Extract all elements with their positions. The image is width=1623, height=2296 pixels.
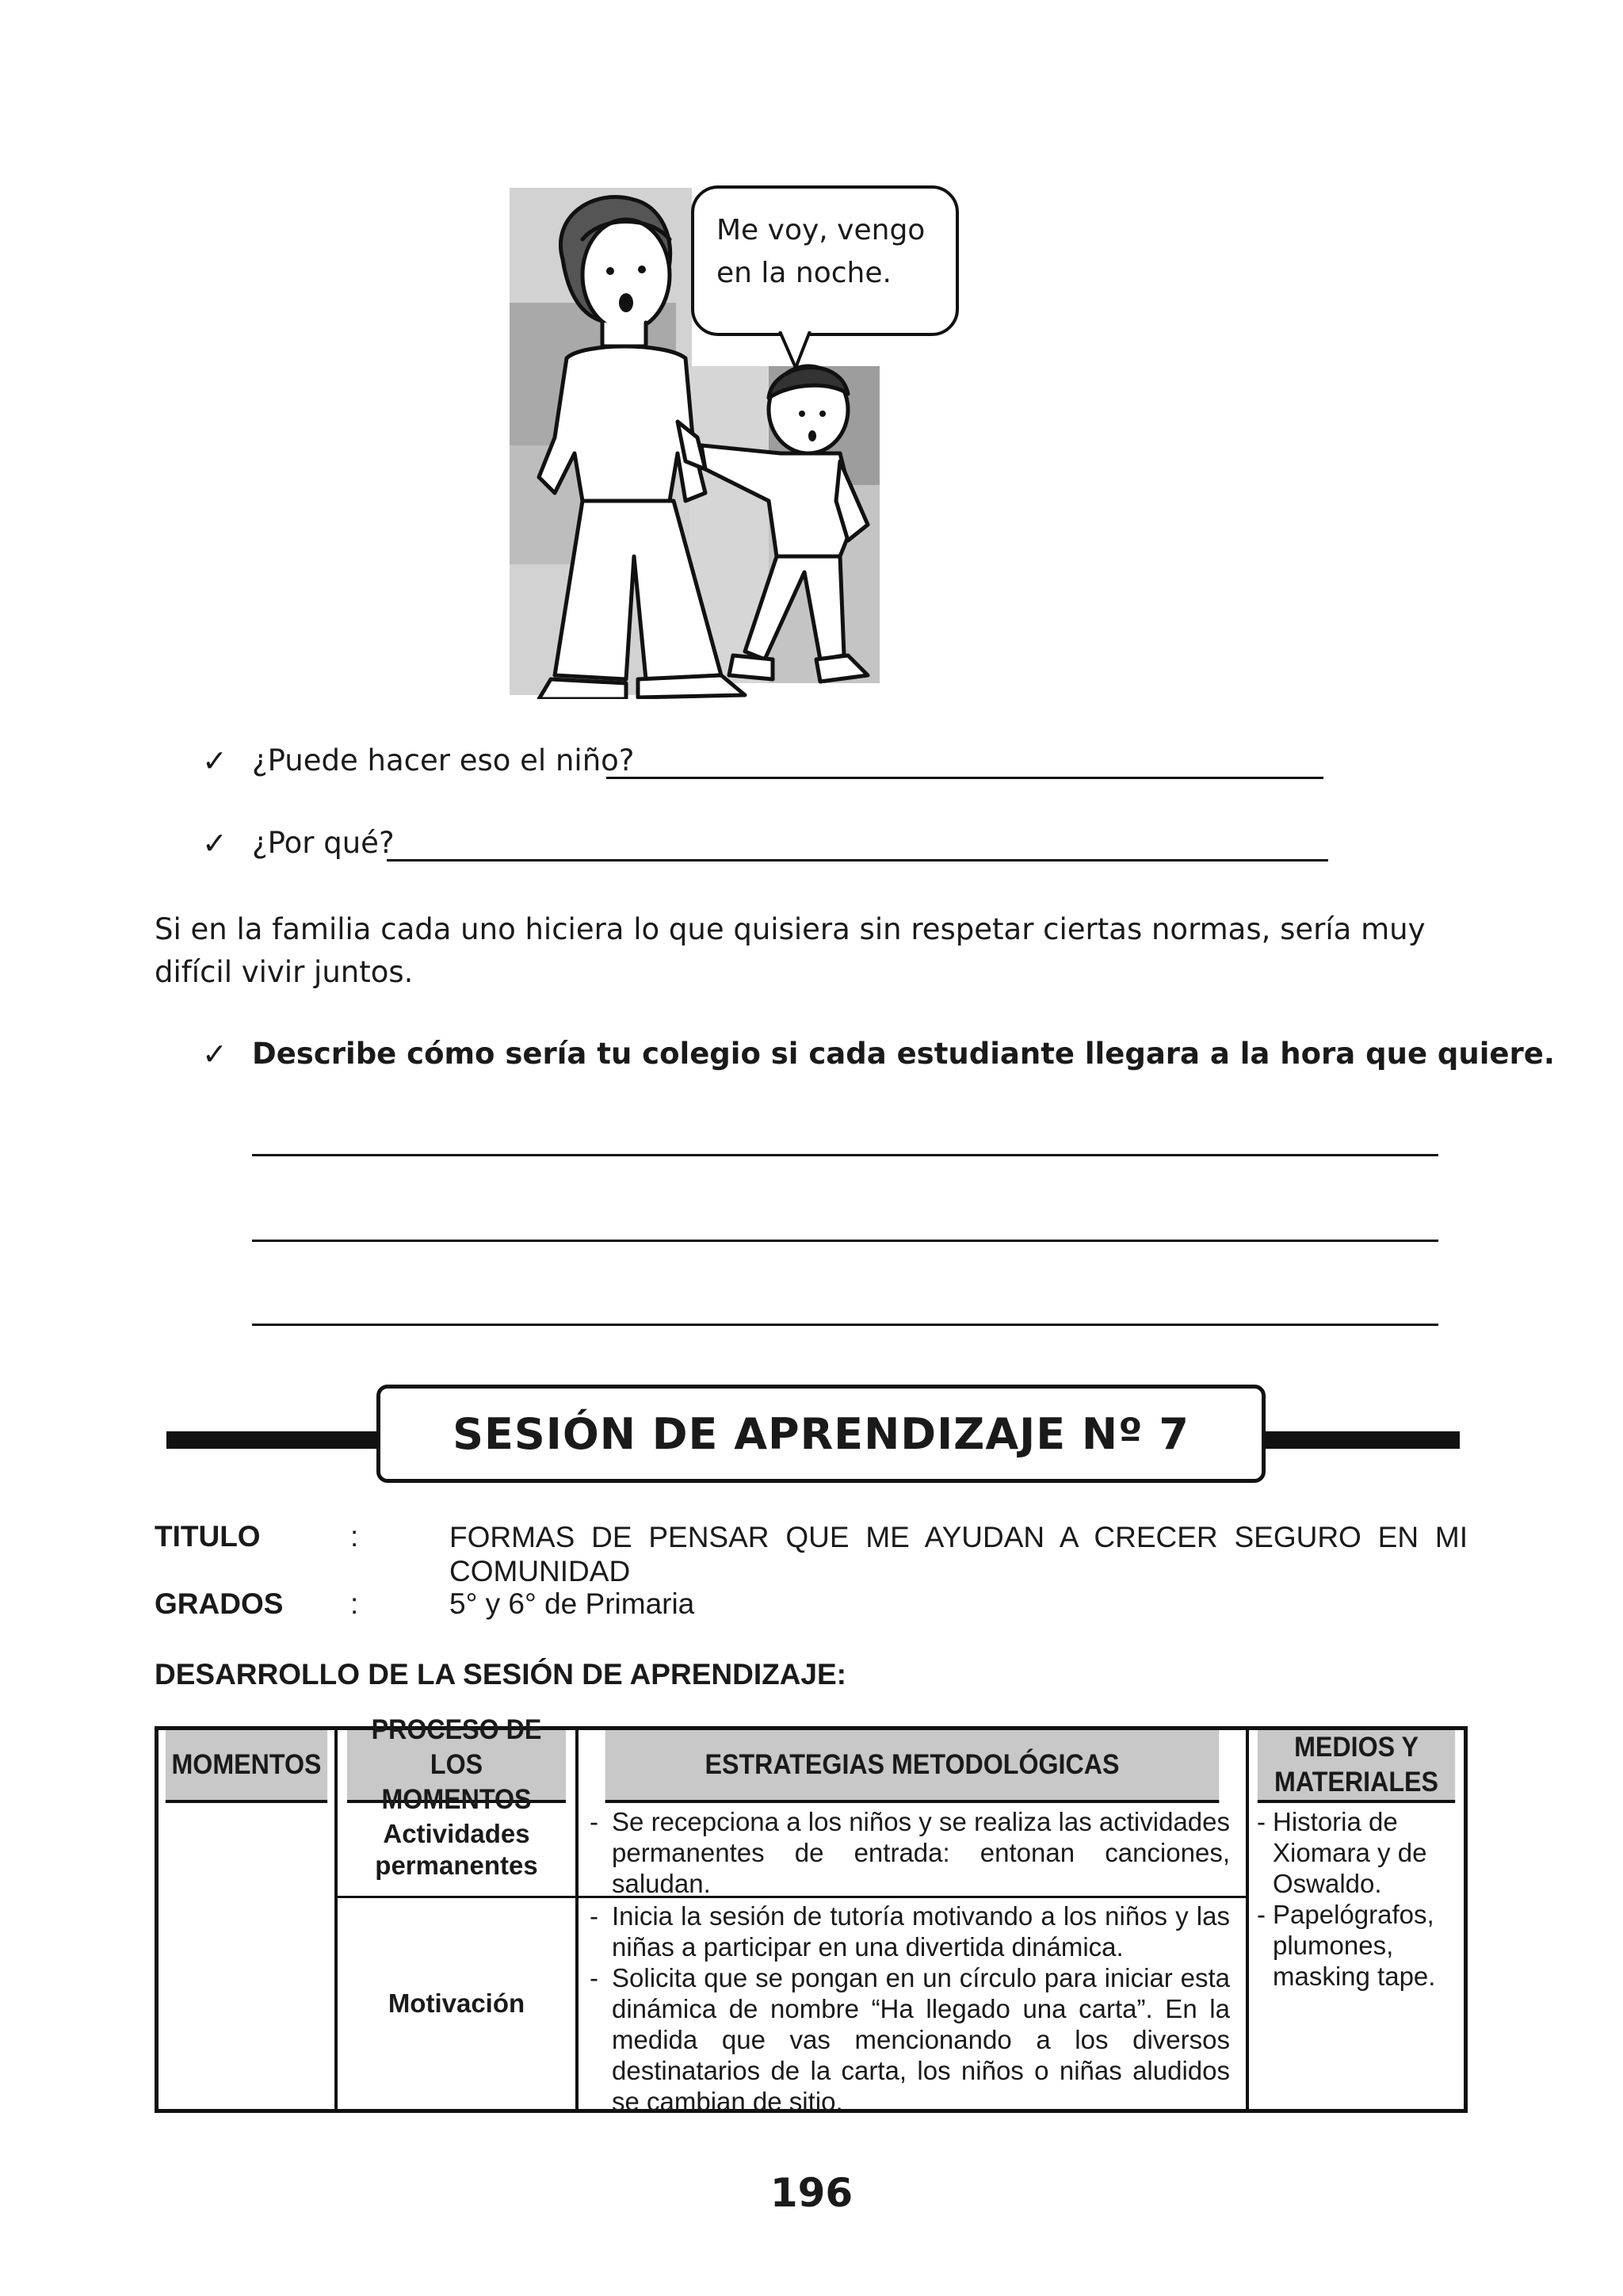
- question-1: ¿Puede hacer eso el niño?: [252, 743, 635, 777]
- materiales-list: [1254, 1806, 1456, 1992]
- estrategia-item: - Se recepciona a los niños y se realiza las actividades permanentes de entrada: entonan canciones, saludan.: [586, 1806, 1230, 1899]
- estrategia-item: - Inicia la sesión de tutoría motivando a los niños y las niñas a participar en una divertida dinámica.: [586, 1901, 1230, 1962]
- speech-line-1: Me voy, vengo: [716, 214, 926, 246]
- speech-bubble: [691, 185, 959, 336]
- header-momentos: MOMENTOS: [166, 1730, 327, 1803]
- grados-label: GRADOS: [155, 1587, 284, 1620]
- desarrollo-heading: DESARROLLO DE LA SESIÓN DE APRENDIZAJE:: [155, 1658, 847, 1690]
- header-materiales: MEDIOS Y MATERIALES: [1258, 1730, 1455, 1803]
- answer-line-2[interactable]: [387, 859, 1328, 861]
- header-proceso: PROCESO DE LOS MOMENTOS: [347, 1730, 566, 1803]
- column-divider: [1246, 1730, 1249, 2109]
- banner-rule-right: [1262, 1431, 1460, 1449]
- proceso-motivacion: Motivación: [388, 1988, 525, 2018]
- speech-bubble-tail: [778, 331, 813, 371]
- titulo-colon: :: [350, 1520, 359, 1553]
- check-icon: ✓: [202, 1037, 227, 1072]
- estrategias-row-1: [586, 1806, 1230, 1899]
- speech-line-2: en la noche.: [716, 257, 892, 289]
- banner-rule-left: [166, 1431, 380, 1449]
- check-icon: ✓: [202, 743, 227, 778]
- grados-colon: :: [350, 1587, 359, 1620]
- writing-line-1[interactable]: [252, 1154, 1438, 1156]
- question-2: ¿Por qué?: [252, 826, 395, 860]
- header-estrategias: ESTRATEGIAS METODOLÓGICAS: [605, 1730, 1220, 1803]
- answer-line-1[interactable]: [606, 777, 1323, 779]
- page-number: 196: [769, 2170, 854, 2216]
- column-divider: [575, 1730, 579, 2109]
- session-title: SESIÓN DE APRENDIZAJE Nº 7: [376, 1385, 1266, 1483]
- material-item: - Historia de Xiomara y de Oswaldo.: [1254, 1806, 1456, 1899]
- task-prompt: Describe cómo sería tu colegio si cada estudiante llegara a la hora que quiere.: [252, 1037, 1555, 1071]
- material-item: - Papelógrafos, plumones, masking tape.: [1254, 1899, 1456, 1992]
- estrategia-item: - Solicita que se pongan en un círculo para iniciar esta dinámica de nombre “Ha llegado una carta”. En la medida que vas mencionando a los diversos destinatarios de la carta, los niños o niñas aludidos se cambian de sitio.: [586, 1962, 1230, 2117]
- session-table: [155, 1714, 1468, 2116]
- proceso-actividades: Actividades permanentes: [375, 1818, 538, 1880]
- grados-value: 5° y 6° de Primaria: [449, 1587, 695, 1620]
- writing-line-2[interactable]: [252, 1240, 1438, 1242]
- writing-line-3[interactable]: [252, 1324, 1438, 1326]
- titulo-value: FORMAS DE PENSAR QUE ME AYUDAN A CRECER SEGURO EN MI COMUNIDAD: [449, 1521, 1468, 1587]
- family-norms-paragraph: Si en la familia cada uno hiciera lo que quisiera sin respetar ciertas normas, sería muy difícil vivir juntos.: [155, 912, 1426, 989]
- estrategias-row-2: [586, 1901, 1230, 2117]
- titulo-label: TITULO: [155, 1520, 261, 1553]
- check-icon: ✓: [202, 826, 227, 861]
